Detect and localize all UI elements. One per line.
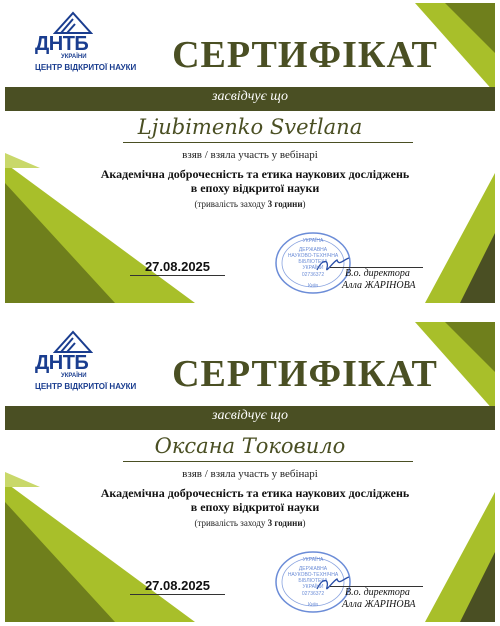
- svg-text:БІБЛІОТЕКА: БІБЛІОТЕКА: [298, 259, 328, 265]
- participation-text: взяв / взяла участь у вебінарі: [182, 468, 318, 480]
- svg-text:ДЕРЖАВНА: ДЕРЖАВНА: [298, 247, 328, 253]
- svg-text:НАУКОВО-ТЕХНІЧНА: НАУКОВО-ТЕХНІЧНА: [287, 253, 339, 259]
- logo-country: УКРАЇНИ: [61, 373, 87, 379]
- signer-name: Алла ЖАРІНОВА: [342, 280, 416, 291]
- dntb-logo: [33, 330, 143, 402]
- svg-text:УКРАЇНА: УКРАЇНА: [302, 238, 324, 244]
- duration-value: 3 години: [267, 199, 303, 209]
- topic-line-1: Академічна доброчесність та етика наукових досліджень: [100, 167, 410, 181]
- date-underline: [130, 594, 225, 595]
- logo-center: ЦЕНТР ВІДКРИТОЇ НАУКИ: [35, 382, 137, 391]
- certificate-1: [5, 3, 495, 303]
- topic-line-2: в епоху відкритої науки: [190, 500, 320, 514]
- svg-text:Київ: Київ: [308, 602, 318, 608]
- svg-text:УКРАЇНИ: УКРАЇНИ: [302, 265, 324, 271]
- duration-text: [5, 199, 495, 209]
- svg-text:02736372: 02736372: [301, 591, 325, 597]
- svg-text:НАУКОВО-ТЕХНІЧНА: НАУКОВО-ТЕХНІЧНА: [287, 572, 339, 578]
- svg-text:Київ: Київ: [308, 283, 318, 289]
- certificate-title: СЕРТИФІКАТ: [172, 34, 438, 76]
- webinar-topic: [95, 167, 415, 195]
- date-underline: [130, 275, 225, 276]
- name-underline: [123, 142, 413, 143]
- svg-text:УКРАЇНИ: УКРАЇНИ: [302, 584, 324, 590]
- duration-prefix: (тривалість заходу: [194, 518, 268, 528]
- certifies-text: засвідчує що: [212, 89, 288, 104]
- duration-text: [5, 518, 495, 528]
- topic-line-2: в епоху відкритої науки: [190, 181, 320, 195]
- library-building-icon: [53, 11, 93, 35]
- duration-suffix: ): [302, 199, 306, 209]
- signer-name: Алла ЖАРІНОВА: [342, 599, 416, 610]
- certificate-2: [5, 322, 495, 622]
- svg-text:БІБЛІОТЕКА: БІБЛІОТЕКА: [298, 578, 328, 584]
- signer-position: В.о. директора: [345, 587, 410, 598]
- certifies-text: засвідчує що: [212, 408, 288, 423]
- recipient-name: Оксана Токовило: [154, 434, 346, 458]
- logo-center: ЦЕНТР ВІДКРИТОЇ НАУКИ: [35, 63, 137, 72]
- duration-value: 3 години: [267, 518, 303, 528]
- signer-position: В.о. директора: [345, 268, 410, 279]
- duration-suffix: ): [302, 518, 306, 528]
- dntb-logo: [33, 11, 143, 83]
- name-underline: [123, 461, 413, 462]
- webinar-topic: [95, 486, 415, 514]
- library-building-icon: [53, 330, 93, 354]
- official-stamp: [273, 230, 353, 296]
- logo-brand: ДНТБ: [35, 33, 89, 55]
- official-stamp: [273, 549, 353, 615]
- certificate-date: 27.08.2025: [144, 259, 211, 274]
- certificate-title: СЕРТИФІКАТ: [172, 353, 438, 395]
- svg-text:ДЕРЖАВНА: ДЕРЖАВНА: [298, 566, 328, 572]
- logo-brand: ДНТБ: [35, 352, 89, 374]
- topic-line-1: Академічна доброчесність та етика наукових досліджень: [100, 486, 410, 500]
- logo-country: УКРАЇНИ: [61, 54, 87, 60]
- recipient-name: Ljubimenko Svetlana: [137, 115, 363, 139]
- duration-prefix: (тривалість заходу: [194, 199, 268, 209]
- certificate-date: 27.08.2025: [144, 578, 211, 593]
- svg-text:02736372: 02736372: [301, 272, 325, 278]
- participation-text: взяв / взяла участь у вебінарі: [182, 149, 318, 161]
- svg-text:УКРАЇНА: УКРАЇНА: [302, 557, 324, 563]
